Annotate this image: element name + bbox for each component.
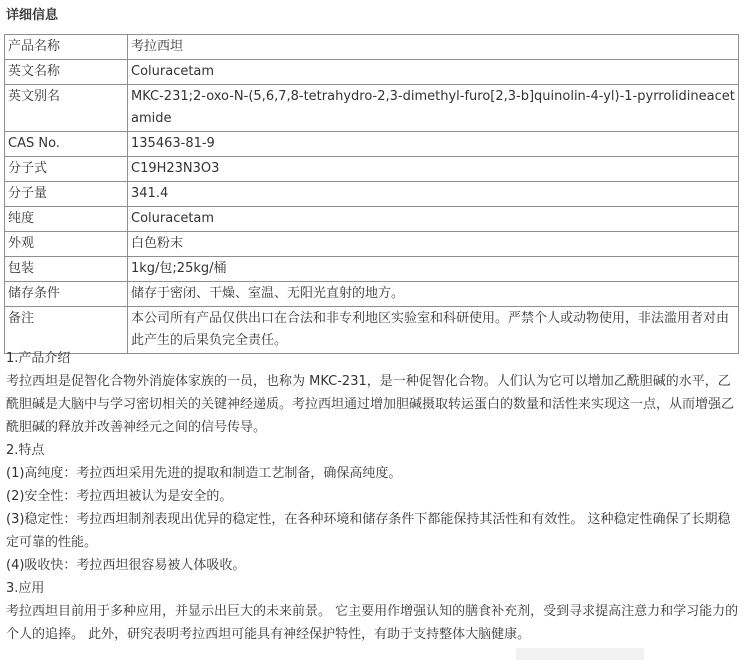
spec-value: 白色粉末 [128, 232, 739, 257]
spec-key: 包装 [5, 257, 128, 282]
table-row [5, 257, 739, 282]
spec-key: 分子式 [5, 157, 128, 182]
table-row [5, 157, 739, 182]
bottom-overlay-bar [516, 648, 644, 660]
table-row [5, 35, 739, 60]
spec-value: 考拉西坦 [128, 35, 739, 60]
feature-item: (4)吸收快：考拉西坦很容易被人体吸收。 [6, 558, 246, 573]
spec-key: 产品名称 [5, 35, 128, 60]
spec-key: 英文别名 [5, 85, 128, 132]
feature-item: (2)安全性：考拉西坦被认为是安全的。 [6, 489, 233, 504]
spec-value: MKC-231;2-oxo-N-(5,6,7,8-tetrahydro-2,3-dimethyl-furo[2,3-b]quinolin-4-yl)-1-pyrrolidineacetamide [128, 85, 739, 132]
spec-value: 储存于密闭、干燥、室温、无阳光直射的地方。 [128, 282, 739, 307]
spec-value: 本公司所有产品仅供出口在合法和非专利地区实验室和科研使用。严禁个人或动物使用，非法滥用者对由此产生的后果负完全责任。 [128, 307, 739, 354]
application-heading: 3.应用 [6, 581, 45, 596]
intro-paragraph: 考拉西坦是促智化合物外消旋体家族的一员，也称为 MKC-231，是一种促智化合物。人们认为它可以增加乙酰胆碱的水平，乙酰胆碱是大脑中与学习密切相关的关键神经递质。考拉西坦通过增加胆碱摄取转运蛋白的数量和活性来实现这一点，从而增强乙酰胆碱的释放并改善神经元之间的信号传导。 [6, 374, 735, 435]
table-row [5, 207, 739, 232]
spec-value: 135463-81-9 [128, 132, 739, 157]
table-row [5, 232, 739, 257]
spec-value: Coluracetam [128, 207, 739, 232]
spec-key: 外观 [5, 232, 128, 257]
table-row [5, 132, 739, 157]
spec-value: C19H23N3O3 [128, 157, 739, 182]
spec-value: Coluracetam [128, 60, 739, 85]
product-spec-table [4, 34, 739, 354]
table-row [5, 182, 739, 207]
spec-key: 分子量 [5, 182, 128, 207]
spec-key: 纯度 [5, 207, 128, 232]
feature-item: (3)稳定性：考拉西坦制剂表现出优异的稳定性，在各种环境和储存条件下都能保持其活性和有效性。 这种稳定性确保了长期稳定可靠的性能。 [6, 512, 731, 550]
application-paragraph: 考拉西坦目前用于多种应用，并显示出巨大的未来前景。 它主要用作增强认知的膳食补充剂，受到寻求提高注意力和学习能力的个人的追捧。 此外，研究表明考拉西坦可能具有神经保护特性，有助于支持整体大脑健康。 [6, 604, 739, 642]
table-row [5, 85, 739, 132]
features-heading: 2.特点 [6, 443, 45, 458]
spec-key: 储存条件 [5, 282, 128, 307]
spec-value: 341.4 [128, 182, 739, 207]
feature-item: (1)高纯度：考拉西坦采用先进的提取和制造工艺制备，确保高纯度。 [6, 466, 402, 481]
spec-key: CAS No. [5, 132, 128, 157]
spec-key: 备注 [5, 307, 128, 354]
intro-heading: 1.产品介绍 [6, 351, 71, 366]
table-row [5, 282, 739, 307]
product-description [6, 347, 740, 646]
spec-key: 英文名称 [5, 60, 128, 85]
table-row [5, 60, 739, 85]
spec-value: 1kg/包;25kg/桶 [128, 257, 739, 282]
section-title: 详细信息 [6, 8, 59, 23]
